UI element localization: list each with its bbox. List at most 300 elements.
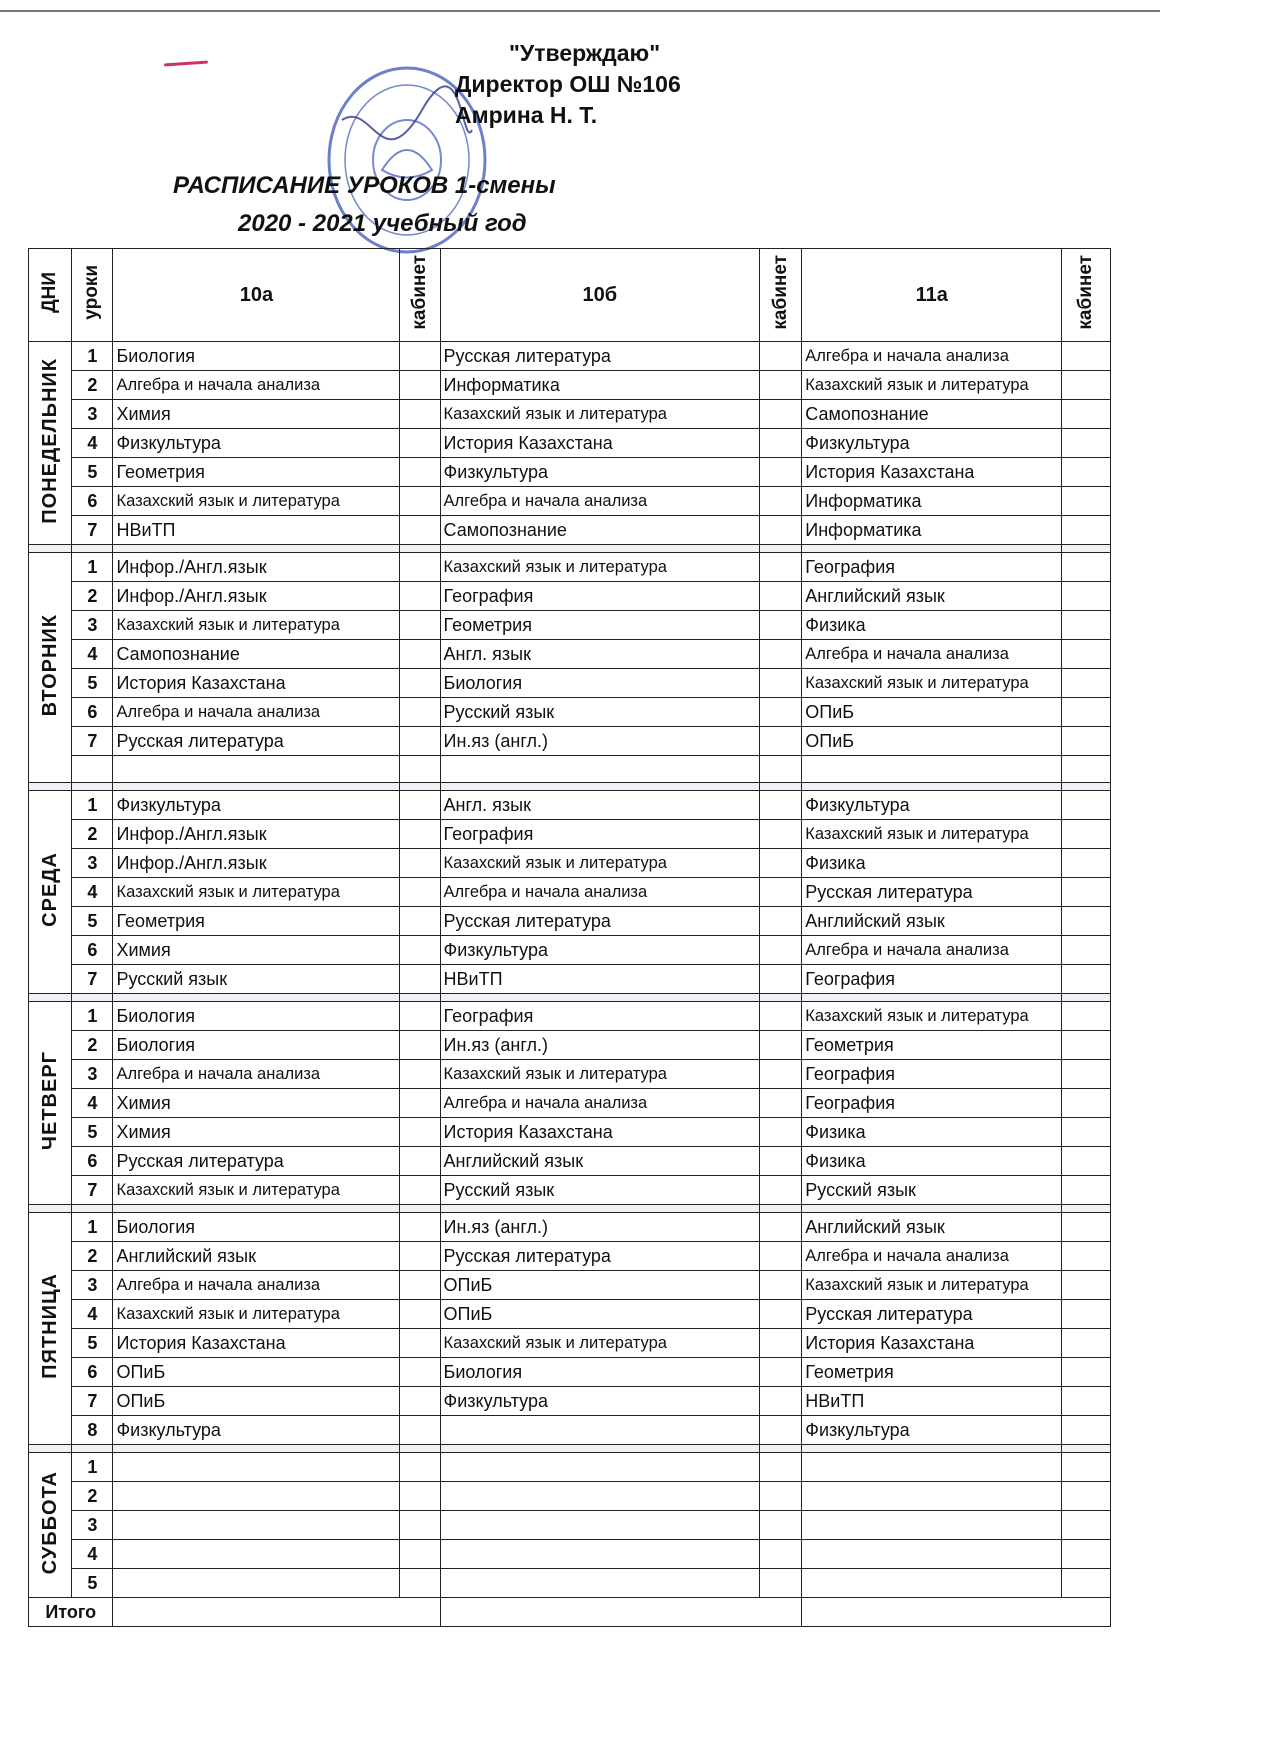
room-cell <box>760 582 802 611</box>
room-cell <box>400 1511 440 1540</box>
room-cell <box>400 1176 440 1205</box>
room-cell <box>1062 371 1111 400</box>
lesson-number: 1 <box>72 1213 113 1242</box>
separator-cell <box>1062 783 1111 791</box>
room-cell <box>1062 1329 1111 1358</box>
separator-cell <box>72 1445 113 1453</box>
room-cell <box>1062 1060 1111 1089</box>
room-cell <box>400 1329 440 1358</box>
room-cell <box>1062 1540 1111 1569</box>
room-cell <box>760 1329 802 1358</box>
separator-cell <box>802 994 1062 1002</box>
lesson-number: 2 <box>72 820 113 849</box>
separator-cell <box>440 994 760 1002</box>
subject-cell: Казахский язык и литература <box>113 1300 400 1329</box>
schedule-table <box>28 248 1111 1627</box>
room-cell <box>1062 1453 1111 1482</box>
approve-line-3: Амрина Н. Т. <box>455 102 598 128</box>
subject-cell: Русский язык <box>440 698 760 727</box>
table-row <box>29 1176 1111 1205</box>
lesson-number: 4 <box>72 878 113 907</box>
subject-cell: ОПиБ <box>802 727 1062 756</box>
subject-cell: История Казахстана <box>113 1329 400 1358</box>
room-cell <box>1062 1387 1111 1416</box>
table-row <box>29 698 1111 727</box>
room-cell <box>400 553 440 582</box>
room-cell <box>760 516 802 545</box>
lesson-number: 2 <box>72 1242 113 1271</box>
room-cell <box>1062 1358 1111 1387</box>
page-title: РАСПИСАНИЕ УРОКОВ 1-смены <box>173 172 556 199</box>
room-cell <box>1062 907 1111 936</box>
table-row <box>29 400 1111 429</box>
separator-cell <box>1062 1445 1111 1453</box>
room-cell <box>400 820 440 849</box>
empty-cell <box>802 756 1062 783</box>
room-cell <box>400 907 440 936</box>
subject-cell: ОПиБ <box>113 1387 400 1416</box>
table-row <box>29 516 1111 545</box>
subject-cell: Биология <box>113 1002 400 1031</box>
room-cell <box>1062 849 1111 878</box>
lesson-number: 6 <box>72 698 113 727</box>
separator-cell <box>440 545 760 553</box>
subject-cell: География <box>802 965 1062 994</box>
subject-cell: География <box>802 1060 1062 1089</box>
room-cell <box>400 1358 440 1387</box>
separator-cell <box>760 783 802 791</box>
subject-cell <box>802 1511 1062 1540</box>
lesson-number: 7 <box>72 516 113 545</box>
subject-cell: География <box>802 1089 1062 1118</box>
lesson-number: 5 <box>72 1329 113 1358</box>
separator-cell <box>1062 994 1111 1002</box>
separator-cell <box>440 1445 760 1453</box>
subject-cell: Казахский язык и литература <box>802 820 1062 849</box>
subject-cell: Геометрия <box>113 458 400 487</box>
table-row <box>29 429 1111 458</box>
separator-cell <box>760 1445 802 1453</box>
room-cell <box>760 1176 802 1205</box>
total-cell-11a <box>802 1598 1111 1627</box>
room-cell <box>400 669 440 698</box>
table-row <box>29 553 1111 582</box>
table-row <box>29 1416 1111 1445</box>
room-cell <box>1062 1213 1111 1242</box>
empty-cell <box>72 756 113 783</box>
room-cell <box>760 1031 802 1060</box>
table-row <box>29 640 1111 669</box>
day-separator <box>29 545 1111 553</box>
subject-cell: Биология <box>113 342 400 371</box>
room-cell <box>1062 698 1111 727</box>
day-label: ПОНЕДЕЛЬНИК <box>29 342 72 545</box>
lesson-number: 6 <box>72 1358 113 1387</box>
room-cell <box>760 965 802 994</box>
room-cell <box>400 458 440 487</box>
day-label: ВТОРНИК <box>29 553 72 783</box>
subject-cell <box>113 1569 400 1598</box>
subject-cell: ОПиБ <box>802 698 1062 727</box>
table-row <box>29 669 1111 698</box>
room-cell <box>760 640 802 669</box>
subject-cell <box>802 1540 1062 1569</box>
separator-cell <box>113 1205 400 1213</box>
room-cell <box>760 849 802 878</box>
day-label: ПЯТНИЦА <box>29 1213 72 1445</box>
subject-cell <box>802 1482 1062 1511</box>
room-cell <box>1062 727 1111 756</box>
room-cell <box>760 1271 802 1300</box>
subject-cell: Русская литература <box>440 342 760 371</box>
subject-cell: Самопознание <box>113 640 400 669</box>
room-cell <box>1062 1569 1111 1598</box>
lesson-number: 1 <box>72 791 113 820</box>
room-cell <box>1062 1416 1111 1445</box>
room-cell <box>1062 429 1111 458</box>
room-cell <box>400 936 440 965</box>
room-cell <box>400 1416 440 1445</box>
subject-cell: История Казахстана <box>113 669 400 698</box>
table-row <box>29 458 1111 487</box>
subject-cell: Казахский язык и литература <box>440 849 760 878</box>
subject-cell: Ин.яз (англ.) <box>440 727 760 756</box>
separator-cell <box>1062 1205 1111 1213</box>
separator-cell <box>760 1205 802 1213</box>
room-cell <box>400 640 440 669</box>
lesson-number: 5 <box>72 1569 113 1598</box>
separator-cell <box>29 994 72 1002</box>
lesson-number: 3 <box>72 1271 113 1300</box>
subject-cell: Физкультура <box>802 429 1062 458</box>
subject-cell: Казахский язык и литература <box>440 553 760 582</box>
room-cell <box>760 1358 802 1387</box>
subject-cell: Физика <box>802 849 1062 878</box>
table-row <box>29 907 1111 936</box>
empty-row <box>29 756 1111 783</box>
table-row <box>29 1540 1111 1569</box>
room-cell <box>400 1060 440 1089</box>
subject-cell: Информатика <box>802 487 1062 516</box>
table-row <box>29 1482 1111 1511</box>
subject-cell: Казахский язык и литература <box>113 878 400 907</box>
school-year: 2020 - 2021 учебный год <box>238 210 527 237</box>
lesson-number: 1 <box>72 1453 113 1482</box>
room-cell <box>1062 516 1111 545</box>
room-cell <box>1062 1482 1111 1511</box>
table-row <box>29 1300 1111 1329</box>
subject-cell: История Казахстана <box>440 1118 760 1147</box>
room-cell <box>1062 582 1111 611</box>
table-row <box>29 1569 1111 1598</box>
subject-cell: Алгебра и начала анализа <box>113 1060 400 1089</box>
subject-cell: Русский язык <box>440 1176 760 1205</box>
subject-cell: Алгебра и начала анализа <box>440 487 760 516</box>
empty-cell <box>760 756 802 783</box>
subject-cell: ОПиБ <box>113 1358 400 1387</box>
room-cell <box>400 1453 440 1482</box>
header-class-10a: 10а <box>113 249 400 342</box>
subject-cell: Алгебра и начала анализа <box>113 1271 400 1300</box>
lesson-number: 7 <box>72 965 113 994</box>
subject-cell: Физика <box>802 1147 1062 1176</box>
subject-cell: Казахский язык и литература <box>113 611 400 640</box>
room-cell <box>400 611 440 640</box>
room-cell <box>760 1453 802 1482</box>
lesson-number: 4 <box>72 429 113 458</box>
room-cell <box>1062 820 1111 849</box>
subject-cell: История Казахстана <box>802 1329 1062 1358</box>
table-row <box>29 1271 1111 1300</box>
room-cell <box>760 820 802 849</box>
room-cell <box>400 342 440 371</box>
header-room: кабинет <box>1062 249 1111 342</box>
subject-cell: Алгебра и начала анализа <box>113 371 400 400</box>
room-cell <box>400 1387 440 1416</box>
header-room: кабинет <box>400 249 440 342</box>
room-cell <box>760 371 802 400</box>
header-lessons: уроки <box>72 249 113 342</box>
subject-cell <box>802 1569 1062 1598</box>
room-cell <box>400 371 440 400</box>
room-cell <box>760 907 802 936</box>
table-row <box>29 1329 1111 1358</box>
separator-cell <box>400 783 440 791</box>
subject-cell: Биология <box>440 1358 760 1387</box>
room-cell <box>760 1147 802 1176</box>
subject-cell <box>113 1453 400 1482</box>
lesson-number: 4 <box>72 640 113 669</box>
subject-cell: Казахский язык и литература <box>440 400 760 429</box>
room-cell <box>400 1242 440 1271</box>
subject-cell: Химия <box>113 400 400 429</box>
table-row <box>29 1089 1111 1118</box>
subject-cell: ОПиБ <box>440 1300 760 1329</box>
room-cell <box>760 878 802 907</box>
room-cell <box>1062 1147 1111 1176</box>
separator-cell <box>113 994 400 1002</box>
subject-cell: Казахский язык и литература <box>113 487 400 516</box>
day-label: СУББОТА <box>29 1453 72 1598</box>
table-row <box>29 936 1111 965</box>
lesson-number: 4 <box>72 1300 113 1329</box>
table-row <box>29 1147 1111 1176</box>
room-cell <box>400 1271 440 1300</box>
table-row <box>29 1453 1111 1482</box>
room-cell <box>400 1089 440 1118</box>
room-cell <box>400 1118 440 1147</box>
room-cell <box>760 1089 802 1118</box>
room-cell <box>400 727 440 756</box>
subject-cell: Биология <box>113 1031 400 1060</box>
separator-cell <box>72 1205 113 1213</box>
subject-cell: Физкультура <box>802 1416 1062 1445</box>
room-cell <box>760 1540 802 1569</box>
table-row <box>29 1060 1111 1089</box>
room-cell <box>760 698 802 727</box>
room-cell <box>760 791 802 820</box>
table-row <box>29 1387 1111 1416</box>
separator-cell <box>29 783 72 791</box>
day-separator <box>29 783 1111 791</box>
separator-cell <box>72 545 113 553</box>
lesson-number: 1 <box>72 342 113 371</box>
room-cell <box>400 582 440 611</box>
subject-cell: История Казахстана <box>802 458 1062 487</box>
lesson-number: 2 <box>72 1031 113 1060</box>
subject-cell <box>440 1540 760 1569</box>
room-cell <box>400 965 440 994</box>
room-cell <box>760 1387 802 1416</box>
subject-cell: Химия <box>113 1089 400 1118</box>
subject-cell: Казахский язык и литература <box>440 1060 760 1089</box>
subject-cell <box>113 1482 400 1511</box>
room-cell <box>760 1060 802 1089</box>
lesson-number: 3 <box>72 849 113 878</box>
table-row <box>29 1118 1111 1147</box>
separator-cell <box>440 783 760 791</box>
room-cell <box>1062 1511 1111 1540</box>
lesson-number: 4 <box>72 1089 113 1118</box>
subject-cell: Физика <box>802 1118 1062 1147</box>
room-cell <box>1062 1176 1111 1205</box>
room-cell <box>400 698 440 727</box>
lesson-number: 7 <box>72 1176 113 1205</box>
subject-cell: Алгебра и начала анализа <box>802 640 1062 669</box>
subject-cell: Геометрия <box>440 611 760 640</box>
separator-cell <box>400 994 440 1002</box>
room-cell <box>1062 342 1111 371</box>
table-row <box>29 582 1111 611</box>
separator-cell <box>113 1445 400 1453</box>
separator-cell <box>760 545 802 553</box>
separator-cell <box>440 1205 760 1213</box>
subject-cell <box>440 1482 760 1511</box>
lesson-number: 5 <box>72 907 113 936</box>
room-cell <box>1062 1002 1111 1031</box>
subject-cell: Русский язык <box>802 1176 1062 1205</box>
separator-cell <box>72 994 113 1002</box>
room-cell <box>400 1300 440 1329</box>
day-label: ЧЕТВЕРГ <box>29 1002 72 1205</box>
room-cell <box>1062 553 1111 582</box>
subject-cell: Физкультура <box>113 429 400 458</box>
table-row <box>29 727 1111 756</box>
total-row <box>29 1598 1111 1627</box>
lesson-number: 1 <box>72 1002 113 1031</box>
subject-cell: Физика <box>802 611 1062 640</box>
subject-cell: Казахский язык и литература <box>802 1002 1062 1031</box>
room-cell <box>1062 669 1111 698</box>
table-row <box>29 371 1111 400</box>
separator-cell <box>802 1445 1062 1453</box>
subject-cell: Геометрия <box>113 907 400 936</box>
subject-cell: Физкультура <box>802 791 1062 820</box>
subject-cell: Английский язык <box>113 1242 400 1271</box>
lesson-number: 1 <box>72 553 113 582</box>
table-header-row <box>29 249 1111 342</box>
subject-cell <box>440 1511 760 1540</box>
room-cell <box>400 1482 440 1511</box>
subject-cell: Алгебра и начала анализа <box>802 936 1062 965</box>
table-row <box>29 611 1111 640</box>
lesson-number: 2 <box>72 371 113 400</box>
separator-cell <box>29 1205 72 1213</box>
subject-cell: Ин.яз (англ.) <box>440 1213 760 1242</box>
header-class-11a: 11а <box>802 249 1062 342</box>
separator-cell <box>400 545 440 553</box>
subject-cell: Физкультура <box>113 791 400 820</box>
subject-cell: Физкультура <box>440 936 760 965</box>
subject-cell <box>802 1453 1062 1482</box>
room-cell <box>760 1300 802 1329</box>
lesson-number: 2 <box>72 582 113 611</box>
room-cell <box>400 1213 440 1242</box>
subject-cell: Англ. язык <box>440 640 760 669</box>
lesson-number: 7 <box>72 727 113 756</box>
room-cell <box>760 458 802 487</box>
room-cell <box>400 400 440 429</box>
room-cell <box>400 516 440 545</box>
lesson-number: 3 <box>72 1060 113 1089</box>
subject-cell: Русская литература <box>440 907 760 936</box>
lesson-number: 2 <box>72 1482 113 1511</box>
subject-cell: Алгебра и начала анализа <box>802 1242 1062 1271</box>
header-room: кабинет <box>760 249 802 342</box>
lesson-number: 5 <box>72 1118 113 1147</box>
table-row <box>29 849 1111 878</box>
subject-cell: Казахский язык и литература <box>113 1176 400 1205</box>
pen-mark <box>164 60 208 66</box>
room-cell <box>1062 400 1111 429</box>
room-cell <box>1062 936 1111 965</box>
subject-cell: НВиТП <box>802 1387 1062 1416</box>
subject-cell: Казахский язык и литература <box>802 669 1062 698</box>
table-row <box>29 1213 1111 1242</box>
subject-cell: Алгебра и начала анализа <box>802 342 1062 371</box>
subject-cell: Инфор./Англ.язык <box>113 820 400 849</box>
separator-cell <box>113 783 400 791</box>
subject-cell: Химия <box>113 1118 400 1147</box>
room-cell <box>760 669 802 698</box>
room-cell <box>760 611 802 640</box>
room-cell <box>400 849 440 878</box>
subject-cell: История Казахстана <box>440 429 760 458</box>
lesson-number: 6 <box>72 487 113 516</box>
room-cell <box>1062 1300 1111 1329</box>
lesson-number: 6 <box>72 1147 113 1176</box>
subject-cell <box>440 1416 760 1445</box>
room-cell <box>760 400 802 429</box>
subject-cell: Казахский язык и литература <box>440 1329 760 1358</box>
subject-cell: Инфор./Англ.язык <box>113 582 400 611</box>
day-label: СРЕДА <box>29 791 72 994</box>
room-cell <box>400 791 440 820</box>
room-cell <box>1062 487 1111 516</box>
lesson-number: 5 <box>72 669 113 698</box>
lesson-number: 6 <box>72 936 113 965</box>
subject-cell: Казахский язык и литература <box>802 1271 1062 1300</box>
subject-cell: Биология <box>440 669 760 698</box>
table-row <box>29 1242 1111 1271</box>
subject-cell: Инфор./Англ.язык <box>113 849 400 878</box>
room-cell <box>760 1569 802 1598</box>
subject-cell: География <box>802 553 1062 582</box>
approval-block <box>455 38 681 131</box>
empty-cell <box>400 756 440 783</box>
room-cell <box>400 1002 440 1031</box>
subject-cell: Биология <box>113 1213 400 1242</box>
